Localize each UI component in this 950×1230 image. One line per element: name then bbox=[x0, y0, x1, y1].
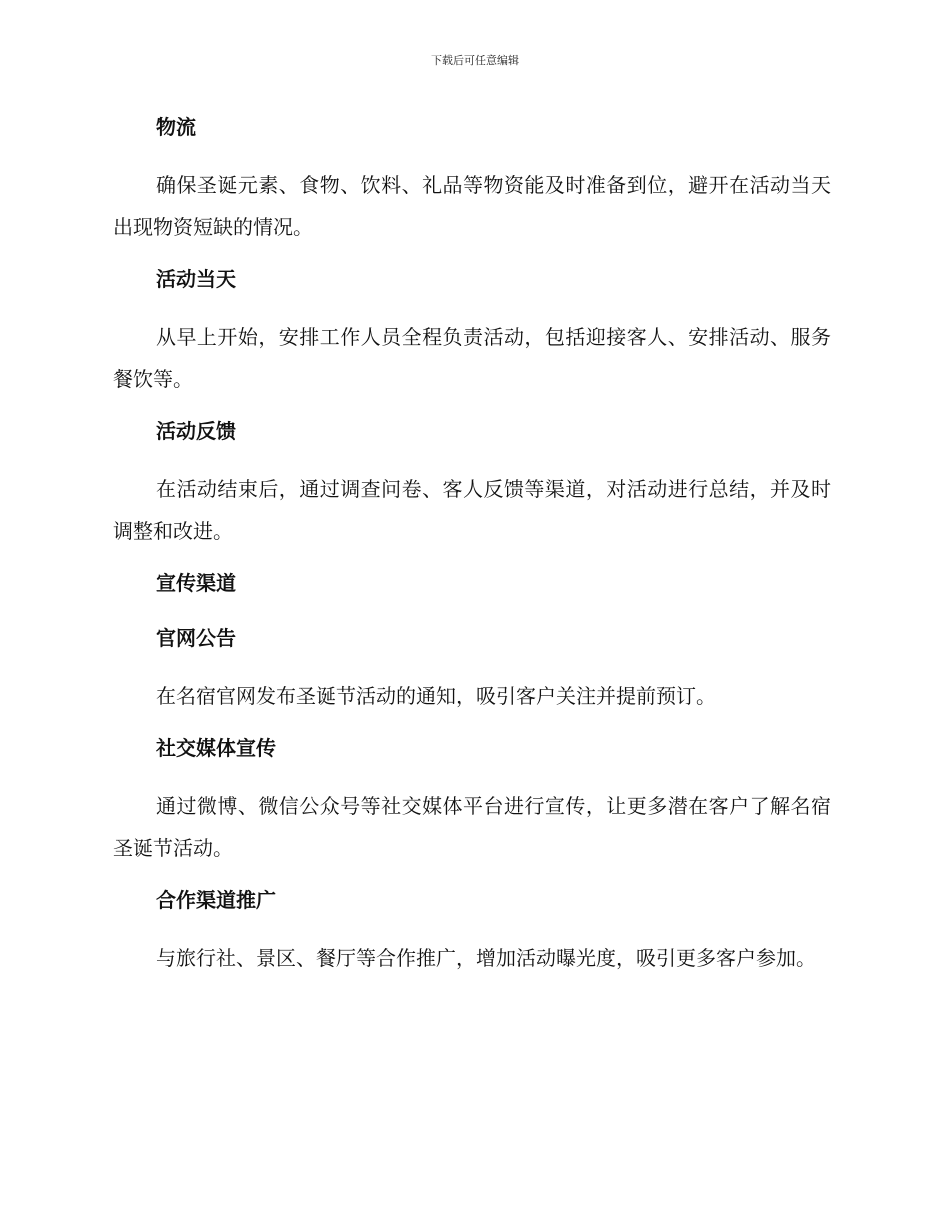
page-header-note: 下载后可任意编辑 bbox=[431, 54, 519, 67]
paragraph-event-day: 从早上开始，安排工作人员全程负责活动，包括迎接客人、安排活动、服务餐饮等。 bbox=[113, 325, 831, 391]
document-body bbox=[113, 109, 831, 992]
section-heading-partner-channels: 合作渠道推广 bbox=[156, 888, 276, 912]
section-heading-event-day: 活动当天 bbox=[156, 267, 236, 291]
paragraph-feedback: 在活动结束后，通过调查问卷、客人反馈等渠道，对活动进行总结，并及时调整和改进。 bbox=[113, 477, 831, 543]
section-heading-promotion-channels: 宣传渠道 bbox=[156, 571, 236, 595]
paragraph-logistics: 确保圣诞元素、食物、饮料、礼品等物资能及时准备到位，避开在活动当天出现物资短缺的情况。 bbox=[113, 173, 831, 239]
section-heading-website-notice: 官网公告 bbox=[156, 626, 236, 650]
section-heading-social-media: 社交媒体宣传 bbox=[156, 736, 276, 760]
section-heading-feedback: 活动反馈 bbox=[156, 419, 236, 443]
paragraph-social-media: 通过微博、微信公众号等社交媒体平台进行宣传，让更多潜在客户了解名宿圣诞节活动。 bbox=[113, 794, 831, 860]
paragraph-partner-channels: 与旅行社、景区、餐厅等合作推广，增加活动曝光度，吸引更多客户参加。 bbox=[156, 946, 816, 970]
section-heading-logistics: 物流 bbox=[156, 115, 196, 139]
paragraph-website-notice: 在名宿官网发布圣诞节活动的通知，吸引客户关注并提前预订。 bbox=[156, 684, 716, 708]
